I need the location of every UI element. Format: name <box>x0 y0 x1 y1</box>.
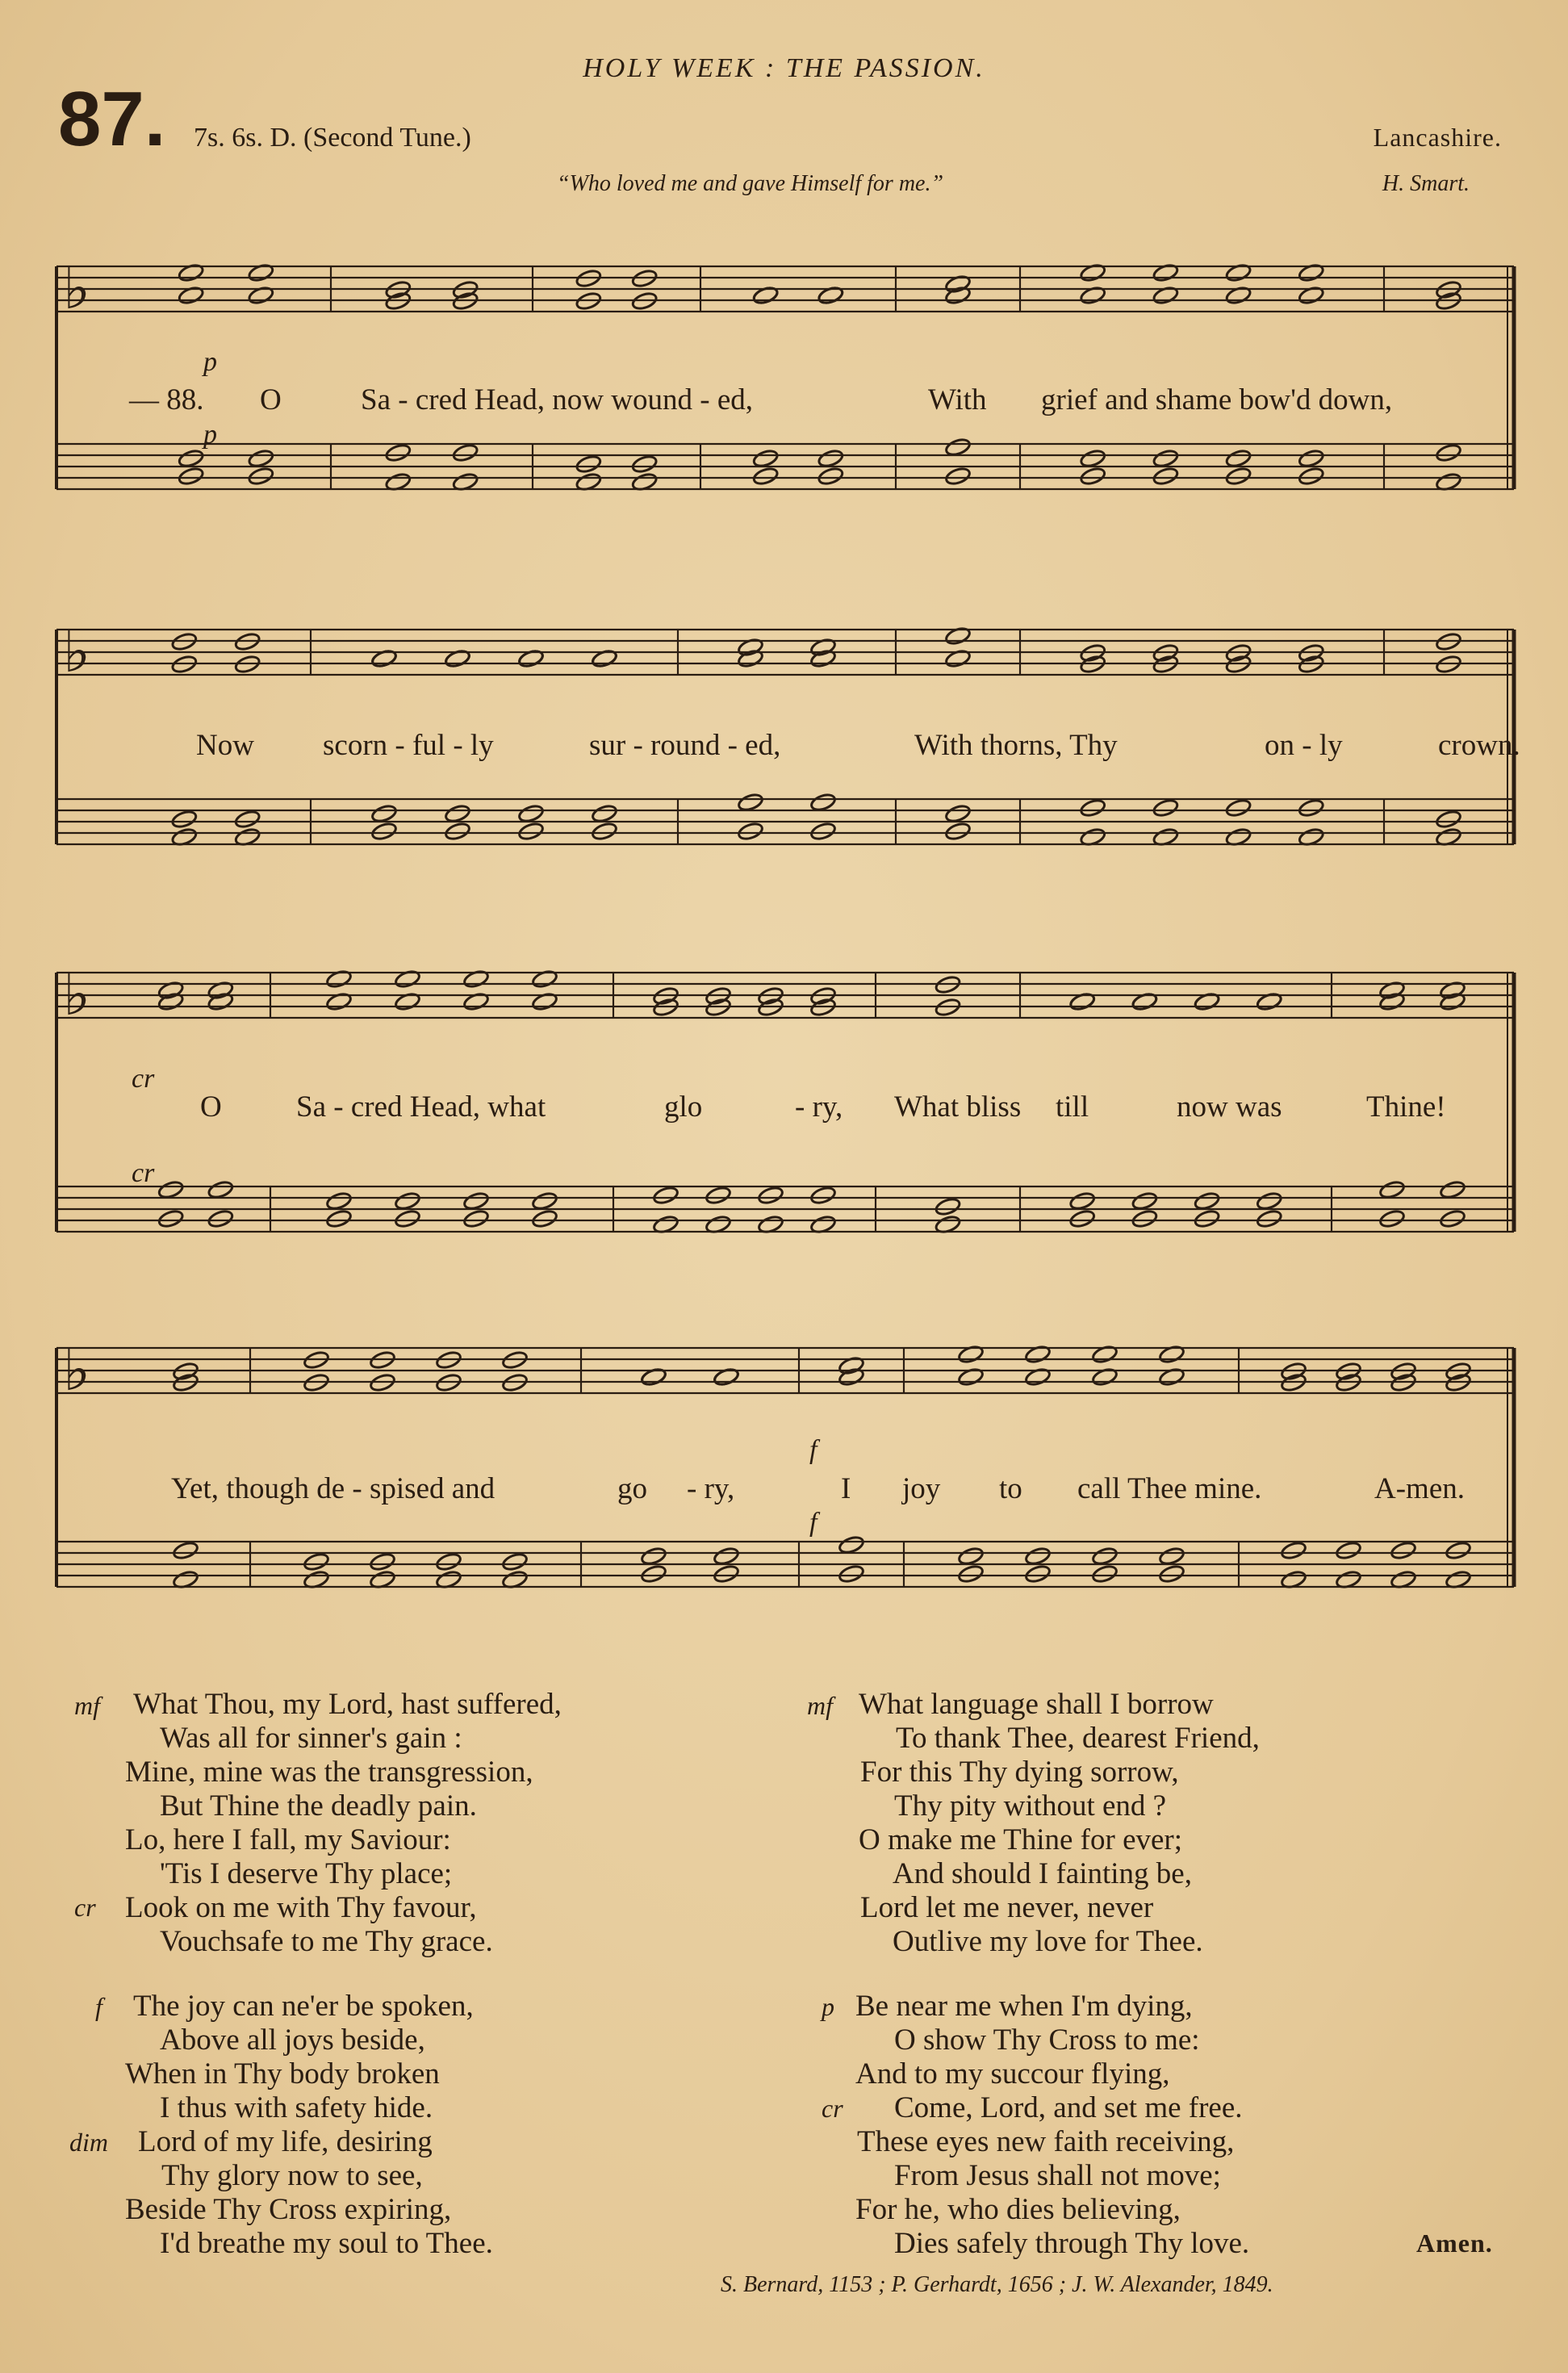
lyric-syllable: - ry, <box>687 1472 735 1505</box>
lyric-syllable: Thine! <box>1366 1090 1446 1124</box>
tune-name: Lancashire. <box>1373 123 1502 152</box>
verse-dynamic: cr <box>822 2094 843 2123</box>
verse-line: What Thou, my Lord, hast suffered, <box>133 1688 562 1721</box>
lyric-syllable: With <box>928 383 987 416</box>
verse-line: Lord of my life, desiring <box>138 2125 433 2158</box>
lyric-syllable: O <box>260 383 282 416</box>
verse-line: The joy can ne'er be spoken, <box>133 1990 474 2023</box>
lyric-syllable: joy <box>902 1472 941 1505</box>
lyric-syllable: Now <box>196 729 254 762</box>
lyric-syllable: sur - round - ed, <box>589 729 781 762</box>
verse-line: Be near me when I'm dying, <box>855 1990 1193 2023</box>
hymn-number: 87. <box>58 76 166 162</box>
verse-dynamic: p <box>822 1992 834 2021</box>
svg-text:♭: ♭ <box>63 1336 90 1404</box>
verse-line: Thy pity without end ? <box>894 1789 1167 1823</box>
verse-line: O make me Thine for ever; <box>859 1823 1183 1856</box>
verse-line: To thank Thee, dearest Friend, <box>896 1722 1260 1755</box>
amen-label: Amen. <box>1416 2229 1493 2258</box>
lyric-syllable: till <box>1056 1090 1089 1124</box>
verse-line: Come, Lord, and set me free. <box>894 2091 1243 2124</box>
verse-line: Beside Thy Cross expiring, <box>125 2193 452 2226</box>
verse-dynamic: cr <box>74 1893 96 1922</box>
verse-line: But Thine the deadly pain. <box>160 1789 477 1823</box>
verse-line: Was all for sinner's gain : <box>160 1722 462 1755</box>
verse-line: Vouchsafe to me Thy grace. <box>160 1925 493 1958</box>
verse-line: Lo, here I fall, my Saviour: <box>125 1823 451 1856</box>
verse-line: From Jesus shall not move; <box>894 2159 1221 2192</box>
lyric-syllable: With thorns, Thy <box>914 729 1118 762</box>
lyric-syllable: go <box>617 1472 647 1505</box>
verse-dynamic: dim <box>69 2128 108 2157</box>
verse-line: I'd breathe my soul to Thee. <box>160 2227 493 2260</box>
lyric-syllable: A-men. <box>1374 1472 1465 1505</box>
composer-credit: H. Smart. <box>1382 171 1470 196</box>
verse-line: Dies safely through Thy love. <box>894 2227 1250 2260</box>
verse-line: And to my succour flying, <box>855 2057 1170 2090</box>
verse-line: Mine, mine was the transgression, <box>125 1756 533 1789</box>
verse-dynamic: mf <box>807 1691 833 1720</box>
author-credits: S. Bernard, 1153 ; P. Gerhardt, 1656 ; J. W. Alexander, 1849. <box>721 2272 1273 2297</box>
svg-text:♭: ♭ <box>63 617 90 685</box>
verse-line: What language shall I borrow <box>859 1688 1214 1721</box>
dynamic-mark: cr <box>132 1158 155 1188</box>
verse-line: Lord let me never, never <box>860 1891 1154 1924</box>
scripture-motto: “Who loved me and gave Himself for me.” <box>557 171 944 196</box>
svg-text:♭: ♭ <box>63 254 90 322</box>
lyric-syllable: O <box>200 1090 222 1124</box>
verse-line: 'Tis I deserve Thy place; <box>160 1857 453 1890</box>
lyric-syllable: call Thee mine. <box>1077 1472 1262 1505</box>
lyric-syllable: glo <box>664 1090 703 1124</box>
running-title: HOLY WEEK : THE PASSION. <box>583 53 985 83</box>
lyric-syllable: on - ly <box>1265 729 1343 762</box>
lyric-syllable: scorn - ful - ly <box>323 729 494 762</box>
dynamic-mark: f <box>809 1435 817 1465</box>
verse-line: For this Thy dying sorrow, <box>860 1756 1179 1789</box>
lyric-syllable: grief and shame bow'd down, <box>1041 383 1393 416</box>
verse-line: Thy glory now to see, <box>161 2159 423 2192</box>
verse-line: Look on me with Thy favour, <box>125 1891 477 1924</box>
verse-line: Outlive my love for Thee. <box>893 1925 1203 1958</box>
lyric-syllable: What bliss <box>894 1090 1022 1124</box>
lyric-syllable: - ry, <box>795 1090 843 1124</box>
dynamic-mark: f <box>809 1508 817 1538</box>
lyric-syllable: now was <box>1177 1090 1282 1124</box>
verse-line: And should I fainting be, <box>893 1857 1192 1890</box>
lyric-syllable: Yet, though de - spised and <box>171 1472 495 1505</box>
lyric-syllable: crown. <box>1438 729 1520 762</box>
verse-line: Above all joys beside, <box>160 2024 425 2057</box>
verse-line: These eyes new faith receiving, <box>857 2125 1235 2158</box>
lyric-syllable: to <box>999 1472 1022 1505</box>
verse-line: O show Thy Cross to me: <box>894 2024 1200 2057</box>
meter-label: 7s. 6s. D. (Second Tune.) <box>194 123 471 153</box>
verse-line: When in Thy body broken <box>125 2057 440 2090</box>
dynamic-mark: p <box>203 347 217 377</box>
dynamic-mark: p <box>203 420 217 450</box>
dynamic-mark: cr <box>132 1064 155 1094</box>
verse-dynamic: f <box>95 1992 102 2021</box>
verse-line: I thus with safety hide. <box>160 2091 433 2124</box>
verse-line: For he, who dies believing, <box>855 2193 1181 2226</box>
lyric-syllable: Sa - cred Head, now wound - ed, <box>361 383 753 416</box>
lyric-syllable: Sa - cred Head, what <box>296 1090 546 1124</box>
svg-text:♭: ♭ <box>63 960 90 1028</box>
tempo-mark: — 88. <box>129 383 204 416</box>
verse-dynamic: mf <box>74 1691 100 1720</box>
lyric-syllable: I <box>841 1472 851 1505</box>
